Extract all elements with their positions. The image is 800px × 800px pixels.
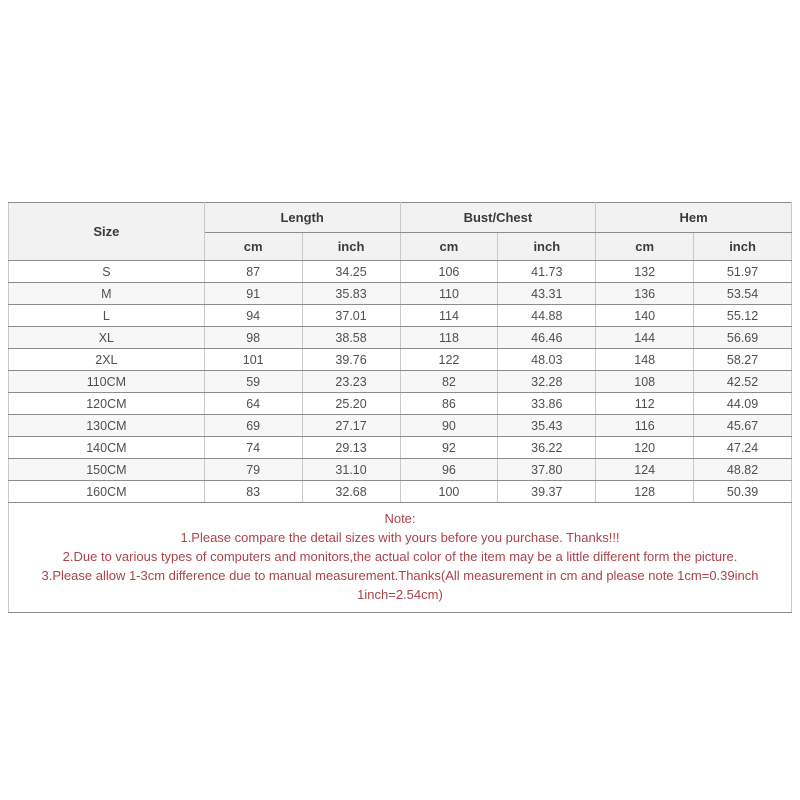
value-cell: 39.76 bbox=[302, 349, 400, 371]
value-cell: 44.88 bbox=[498, 305, 596, 327]
table-row bbox=[9, 371, 792, 393]
note-row bbox=[9, 503, 792, 613]
value-cell: 58.27 bbox=[694, 349, 792, 371]
value-cell: 124 bbox=[596, 459, 694, 481]
value-cell: 41.73 bbox=[498, 261, 596, 283]
value-cell: 116 bbox=[596, 415, 694, 437]
value-cell: 47.24 bbox=[694, 437, 792, 459]
note-line-3: 3.Please allow 1-3cm difference due to manual measurement.Thanks(All measurement in cm and please note 1cm=0.39inch 1inch=2.54cm) bbox=[41, 568, 759, 602]
note-section bbox=[9, 503, 792, 613]
table-row bbox=[9, 459, 792, 481]
unit-header-length-cm: cm bbox=[204, 233, 302, 261]
unit-header-bust-inch: inch bbox=[498, 233, 596, 261]
size-cell: M bbox=[9, 283, 205, 305]
unit-header-length-inch: inch bbox=[302, 233, 400, 261]
value-cell: 106 bbox=[400, 261, 498, 283]
value-cell: 48.82 bbox=[694, 459, 792, 481]
value-cell: 87 bbox=[204, 261, 302, 283]
value-cell: 44.09 bbox=[694, 393, 792, 415]
value-cell: 69 bbox=[204, 415, 302, 437]
value-cell: 86 bbox=[400, 393, 498, 415]
unit-header-hem-inch: inch bbox=[694, 233, 792, 261]
value-cell: 59 bbox=[204, 371, 302, 393]
group-header-row bbox=[9, 203, 792, 233]
value-cell: 43.31 bbox=[498, 283, 596, 305]
value-cell: 56.69 bbox=[694, 327, 792, 349]
table-row bbox=[9, 283, 792, 305]
value-cell: 46.46 bbox=[498, 327, 596, 349]
table-row bbox=[9, 437, 792, 459]
value-cell: 64 bbox=[204, 393, 302, 415]
value-cell: 35.83 bbox=[302, 283, 400, 305]
table-row bbox=[9, 261, 792, 283]
value-cell: 148 bbox=[596, 349, 694, 371]
value-cell: 144 bbox=[596, 327, 694, 349]
column-header-bust-chest: Bust/Chest bbox=[400, 203, 596, 233]
value-cell: 39.37 bbox=[498, 481, 596, 503]
note-title: Note: bbox=[384, 511, 416, 526]
size-cell: 150CM bbox=[9, 459, 205, 481]
value-cell: 35.43 bbox=[498, 415, 596, 437]
note-line-2: 2.Due to various types of computers and monitors,the actual color of the item may be a little different form the picture. bbox=[62, 549, 738, 564]
size-cell: 130CM bbox=[9, 415, 205, 437]
value-cell: 42.52 bbox=[694, 371, 792, 393]
unit-header-hem-cm: cm bbox=[596, 233, 694, 261]
table-row bbox=[9, 415, 792, 437]
value-cell: 37.01 bbox=[302, 305, 400, 327]
table-row bbox=[9, 349, 792, 371]
value-cell: 96 bbox=[400, 459, 498, 481]
size-cell: 2XL bbox=[9, 349, 205, 371]
value-cell: 32.68 bbox=[302, 481, 400, 503]
size-cell: 140CM bbox=[9, 437, 205, 459]
value-cell: 122 bbox=[400, 349, 498, 371]
value-cell: 50.39 bbox=[694, 481, 792, 503]
value-cell: 92 bbox=[400, 437, 498, 459]
value-cell: 37.80 bbox=[498, 459, 596, 481]
value-cell: 110 bbox=[400, 283, 498, 305]
value-cell: 98 bbox=[204, 327, 302, 349]
value-cell: 36.22 bbox=[498, 437, 596, 459]
value-cell: 34.25 bbox=[302, 261, 400, 283]
value-cell: 94 bbox=[204, 305, 302, 327]
value-cell: 55.12 bbox=[694, 305, 792, 327]
value-cell: 45.67 bbox=[694, 415, 792, 437]
size-cell: 160CM bbox=[9, 481, 205, 503]
size-chart-table bbox=[8, 202, 792, 613]
value-cell: 51.97 bbox=[694, 261, 792, 283]
value-cell: 132 bbox=[596, 261, 694, 283]
value-cell: 31.10 bbox=[302, 459, 400, 481]
size-table-body bbox=[9, 261, 792, 503]
value-cell: 82 bbox=[400, 371, 498, 393]
value-cell: 136 bbox=[596, 283, 694, 305]
value-cell: 33.86 bbox=[498, 393, 596, 415]
value-cell: 120 bbox=[596, 437, 694, 459]
value-cell: 27.17 bbox=[302, 415, 400, 437]
value-cell: 90 bbox=[400, 415, 498, 437]
table-row bbox=[9, 327, 792, 349]
value-cell: 128 bbox=[596, 481, 694, 503]
size-cell: L bbox=[9, 305, 205, 327]
value-cell: 140 bbox=[596, 305, 694, 327]
size-cell: XL bbox=[9, 327, 205, 349]
value-cell: 112 bbox=[596, 393, 694, 415]
size-cell: S bbox=[9, 261, 205, 283]
size-chart-container bbox=[8, 202, 792, 613]
value-cell: 114 bbox=[400, 305, 498, 327]
table-row bbox=[9, 305, 792, 327]
value-cell: 48.03 bbox=[498, 349, 596, 371]
value-cell: 32.28 bbox=[498, 371, 596, 393]
value-cell: 53.54 bbox=[694, 283, 792, 305]
note-line-1: 1.Please compare the detail sizes with yours before you purchase. Thanks!!! bbox=[180, 530, 620, 545]
value-cell: 118 bbox=[400, 327, 498, 349]
column-header-length: Length bbox=[204, 203, 400, 233]
value-cell: 23.23 bbox=[302, 371, 400, 393]
value-cell: 74 bbox=[204, 437, 302, 459]
value-cell: 101 bbox=[204, 349, 302, 371]
value-cell: 100 bbox=[400, 481, 498, 503]
value-cell: 91 bbox=[204, 283, 302, 305]
column-header-hem: Hem bbox=[596, 203, 792, 233]
value-cell: 25.20 bbox=[302, 393, 400, 415]
value-cell: 38.58 bbox=[302, 327, 400, 349]
table-row bbox=[9, 481, 792, 503]
value-cell: 29.13 bbox=[302, 437, 400, 459]
unit-header-bust-cm: cm bbox=[400, 233, 498, 261]
value-cell: 108 bbox=[596, 371, 694, 393]
value-cell: 83 bbox=[204, 481, 302, 503]
size-cell: 110CM bbox=[9, 371, 205, 393]
table-row bbox=[9, 393, 792, 415]
size-cell: 120CM bbox=[9, 393, 205, 415]
value-cell: 79 bbox=[204, 459, 302, 481]
column-header-size: Size bbox=[9, 203, 205, 261]
